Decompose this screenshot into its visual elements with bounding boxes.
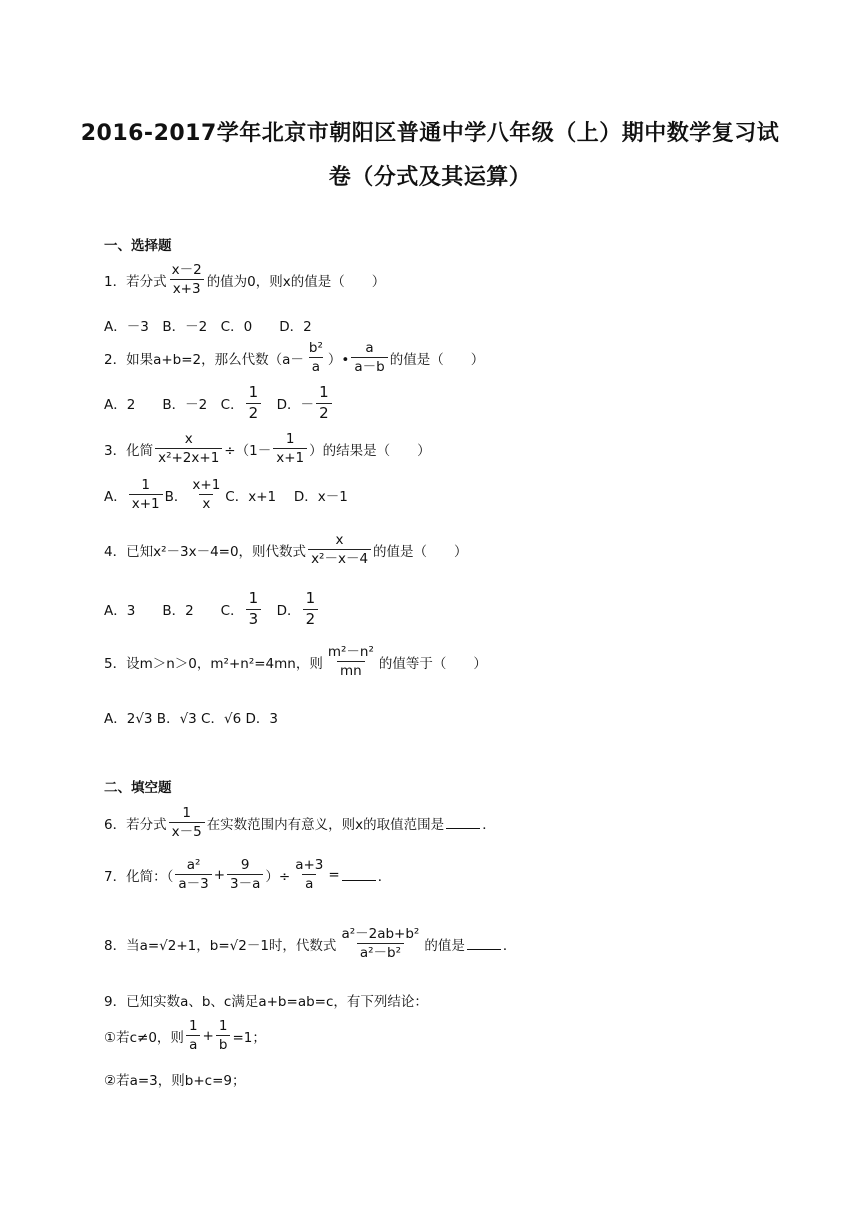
q5-prefix: 5．设m＞n＞0，m²+n²=4mn，则: [104, 655, 323, 672]
question-7: [104, 858, 391, 891]
q3-option-a-fraction: [129, 478, 163, 511]
question-9-conclusion-2: ②若a=3，则b+c=9；: [104, 1073, 246, 1089]
q2-prefix: 2．如果a+b=2，那么代数（a－: [104, 351, 304, 368]
q3-option-a-label: A．: [104, 488, 127, 505]
q7-f3-denominator: a: [302, 874, 316, 891]
section-heading-fill: 二、填空题: [104, 780, 172, 796]
q2-option-c-fraction: [246, 385, 262, 422]
q6-answer-blank: [446, 816, 480, 829]
q7-plus: +: [213, 866, 226, 883]
q4-fraction: [308, 533, 371, 566]
q8-denominator: a²－b²: [357, 943, 404, 960]
q4-option-d-label: D．: [263, 603, 301, 620]
q4-c-den: 3: [246, 609, 262, 628]
q9-c1-f2-denominator: b: [216, 1035, 231, 1052]
q4-c-num: 1: [248, 589, 259, 607]
q3-b-den: x: [199, 494, 213, 511]
q8-suffix: 的值是: [424, 937, 465, 954]
q3-f1-numerator: x: [184, 431, 193, 447]
question-4: [104, 533, 468, 566]
q7-fraction-3: [292, 858, 326, 891]
q9-c1-prefix: ①若c≠0，则: [104, 1029, 184, 1046]
q3-prefix: 3．化简: [104, 442, 154, 459]
q2-d-den: 2: [316, 403, 332, 422]
q2-f1-denominator: a: [309, 357, 323, 374]
q9-c1-suffix: =1；: [232, 1029, 266, 1046]
question-8: [104, 927, 516, 960]
q2-middle: ）•: [327, 351, 350, 368]
q2-option-d-label: D．－: [263, 397, 315, 414]
q7-end: ．: [377, 868, 392, 885]
q2-f1-numerator: b²: [308, 340, 323, 356]
q4-numerator: x: [335, 532, 344, 548]
q9-c1-f1-numerator: 1: [188, 1018, 198, 1034]
q1-fraction: [169, 263, 205, 296]
q4-option-c-fraction: [246, 591, 262, 628]
q8-end: ．: [502, 937, 517, 954]
q8-answer-blank: [467, 937, 501, 950]
q3-f2-numerator: 1: [285, 431, 295, 447]
q9-c1-f1-denominator: a: [186, 1035, 200, 1052]
question-3: [104, 432, 431, 465]
q3-a-den: x+1: [129, 494, 163, 511]
question-5: [104, 645, 487, 678]
q4-options: [104, 591, 320, 628]
question-6: [104, 806, 496, 839]
q7-f2-numerator: 9: [240, 857, 250, 873]
q5-suffix: 的值等于（ ）: [378, 655, 487, 672]
q2-suffix: 的值是（ ）: [389, 351, 485, 368]
q7-equals: =: [328, 866, 340, 883]
q7-f1-denominator: a－3: [175, 874, 211, 891]
q8-fraction: [338, 927, 422, 960]
q2-option-d-fraction: [316, 385, 332, 422]
q4-options-abc: A．3 B．2 C．: [104, 603, 244, 620]
q7-middle: ）÷: [265, 868, 291, 885]
q4-prefix: 4．已知x²－3x－4=0，则代数式: [104, 543, 307, 560]
q7-f3-numerator: a+3: [295, 857, 324, 873]
q3-f2-denominator: x+1: [273, 448, 307, 465]
q8-prefix: 8．当a=√2+1，b=√2－1时，代数式: [104, 937, 337, 954]
q4-d-den: 2: [303, 609, 319, 628]
q7-prefix: 7．化简：（: [104, 868, 174, 885]
page-title-line1: 2016-2017学年北京市朝阳区普通中学八年级（上）期中数学复习试: [80, 121, 780, 146]
q6-fraction: [169, 806, 205, 839]
q3-f1-denominator: x²+2x+1: [155, 448, 222, 465]
q3-fraction-1: [155, 432, 222, 465]
q3-fraction-2: [273, 432, 307, 465]
q2-options-ab: A．2 B．－2 C．: [104, 397, 244, 414]
question-9-stem: 9．已知实数a、b、c满足a+b=ab=c，有下列结论：: [104, 994, 428, 1010]
q8-numerator: a²－2ab+b²: [341, 926, 420, 942]
q1-options: A．－3 B．－2 C．0 D．2: [104, 319, 312, 335]
q7-f1-numerator: a²: [186, 857, 201, 873]
q3-middle: ÷（1－: [224, 442, 272, 459]
q6-end: ．: [482, 816, 496, 833]
q5-denominator: mn: [337, 661, 365, 678]
q1-numerator: x－2: [171, 262, 202, 278]
q1-denominator: x+3: [170, 279, 204, 296]
q6-prefix: 6．若分式: [104, 816, 167, 833]
q6-suffix: 在实数范围内有意义，则x的取值范围是: [206, 816, 445, 833]
q3-a-num: 1: [141, 477, 150, 493]
q4-d-num: 1: [305, 589, 316, 607]
q9-c1-fraction-1: [186, 1019, 201, 1052]
q3-option-b-label: B．: [164, 488, 188, 505]
q6-denominator: x－5: [169, 822, 205, 839]
q5-numerator: m²－n²: [327, 644, 374, 660]
q2-options: [104, 385, 334, 422]
q7-f2-denominator: 3－a: [227, 874, 263, 891]
q2-c-num: 1: [248, 383, 259, 401]
question-9-conclusion-1: [104, 1019, 266, 1052]
q4-denominator: x²－x－4: [308, 549, 371, 566]
q5-options: A．2√3 B．√3 C．√6 D．3: [104, 711, 278, 727]
q7-fraction-1: [175, 858, 211, 891]
q2-fraction-2: [351, 341, 387, 374]
q7-fraction-2: [227, 858, 263, 891]
q2-f2-numerator: a: [365, 340, 374, 356]
question-2: [104, 341, 484, 374]
q1-prefix: 1．若分式: [104, 273, 167, 290]
q4-suffix: 的值是（ ）: [373, 543, 468, 560]
q3-options-cd: C．x+1 D．x－1: [225, 488, 348, 505]
q1-suffix: 的值为0，则x的值是（ ）: [206, 273, 386, 290]
q9-c1-plus: +: [202, 1027, 214, 1044]
question-1: [104, 263, 385, 296]
q3-suffix: ）的结果是（ ）: [309, 442, 431, 459]
q4-option-d-fraction: [303, 591, 319, 628]
q7-answer-blank: [342, 868, 376, 881]
q5-fraction: [325, 645, 377, 678]
q2-fraction-1: [306, 341, 326, 374]
q3-b-num: x+1: [192, 477, 221, 493]
q2-f2-denominator: a－b: [351, 357, 387, 374]
q2-c-den: 2: [246, 403, 262, 422]
q9-c1-f2-numerator: 1: [218, 1018, 228, 1034]
section-heading-choice: 一、选择题: [104, 238, 172, 254]
q2-d-num: 1: [319, 383, 329, 401]
page-title-line2: 卷（分式及其运算）: [328, 165, 532, 190]
q3-option-b-fraction: [189, 478, 223, 511]
q9-c1-fraction-2: [216, 1019, 231, 1052]
q6-numerator: 1: [182, 805, 191, 821]
q3-options: [104, 478, 348, 511]
